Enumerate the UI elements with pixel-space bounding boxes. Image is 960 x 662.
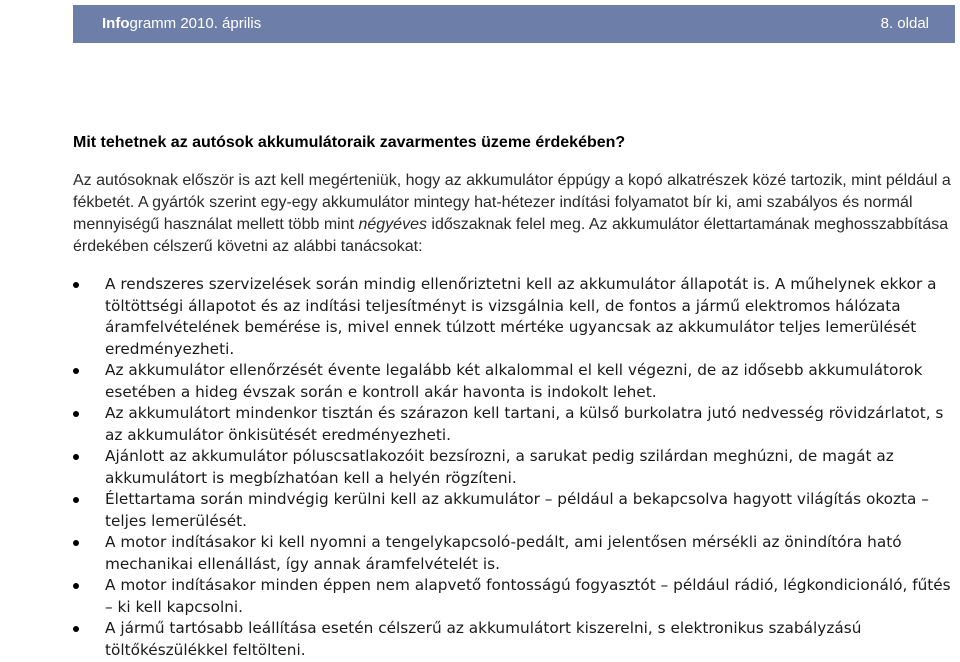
tip-text: A motor indításakor ki kell nyomni a tengelykapcsoló-pedált, ami jelentősen mérsékli az önindítóra ható mechanikai ellenállást, így annak áramfelvételét is. <box>105 533 902 573</box>
tip-item <box>73 489 955 532</box>
tip-item <box>73 446 955 489</box>
article <box>73 133 955 661</box>
publication-date: gramm 2010. április <box>129 15 262 32</box>
brand-name: Info <box>102 15 130 32</box>
tip-item <box>73 575 955 618</box>
bullet-icon <box>73 454 79 460</box>
intro-text-end: időszaknak felel meg. Az akkumulátor élettartamának meghosszabbítása érdekében célszerű követni az alábbi tanácsokat: <box>73 216 949 255</box>
tip-item <box>73 403 955 446</box>
publication-title <box>102 5 261 43</box>
tip-item <box>73 532 955 575</box>
bullet-icon <box>73 583 79 589</box>
bullet-icon <box>73 540 79 546</box>
page-header <box>73 5 955 43</box>
bullet-icon <box>73 368 79 374</box>
tip-text: A jármű tartósabb leállítása esetén célszerű az akkumulátort kiszerelni, s elektronikus szabályzású töltőkészülékkel feltölteni. <box>105 619 862 659</box>
tip-item <box>73 360 955 403</box>
intro-text-start: Az autósoknak először is azt kell megérteniük, hogy az akkumulátor éppúgy a kopó alkatrészek közé tartozik, mint például a fékbetét. A gyártók szerint egy-egy akkumulátor mintegy hat-hétezer indítási folyamatot bír ki, ami szabályos és normál mennyiségű használat mellett több mint <box>73 172 951 233</box>
bullet-icon <box>73 497 79 503</box>
tip-text: Az akkumulátor ellenőrzését évente legalább két alkalommal el kell végezni, de az idősebb akkumulátorok esetében a hideg évszak során e kontroll akár havonta is indokolt lehet. <box>105 361 923 401</box>
intro-emphasis: négyéves <box>358 216 427 233</box>
intro-paragraph <box>73 170 953 258</box>
tip-text: Élettartama során mindvégig kerülni kell az akkumulátor – például a bekapcsolva hagyott világítás okozta – teljes lemerülését. <box>105 490 929 530</box>
tip-text: Az akkumulátort mindenkor tisztán és szárazon kell tartani, a külső burkolatra jutó nedvesség rövidzárlatot, s az akkumulátor önkisütését eredményezheti. <box>105 404 944 444</box>
article-heading: Mit tehetnek az autósok akkumulátoraik zavarmentes üzeme érdekében? <box>73 134 626 151</box>
tip-text: A rendszeres szervizelések során mindig ellenőriztetni kell az akkumulátor állapotát is. A műhelynek ekkor a töltöttségi állapotot és az indítási teljesítményt is vizsgálnia kell, de fontos a jármű elektromos hálózata áramfelvételének bemérése is, mivel ennek túlzott mértéke ugyancsak az akkumulátor teljes lemerülését eredményezheti. <box>105 275 937 358</box>
tip-text: A motor indításakor minden éppen nem alapvető fontosságú fogyasztót – például rádió, légkondicionáló, fűtés – ki kell kapcsolni. <box>105 576 951 616</box>
tip-item <box>73 274 955 360</box>
tip-item <box>73 618 955 661</box>
page-number: 8. oldal <box>880 15 929 32</box>
bullet-icon <box>73 411 79 417</box>
tip-text: Ajánlott az akkumulátor póluscsatlakozóit bezsírozni, a sarukat pedig szilárdan meghúzni, de magát az akkumulátort is megbízhatóan kell a helyén rögzíteni. <box>105 447 894 487</box>
bullet-icon <box>73 282 79 288</box>
bullet-icon <box>73 626 79 632</box>
tips-list <box>73 274 955 661</box>
